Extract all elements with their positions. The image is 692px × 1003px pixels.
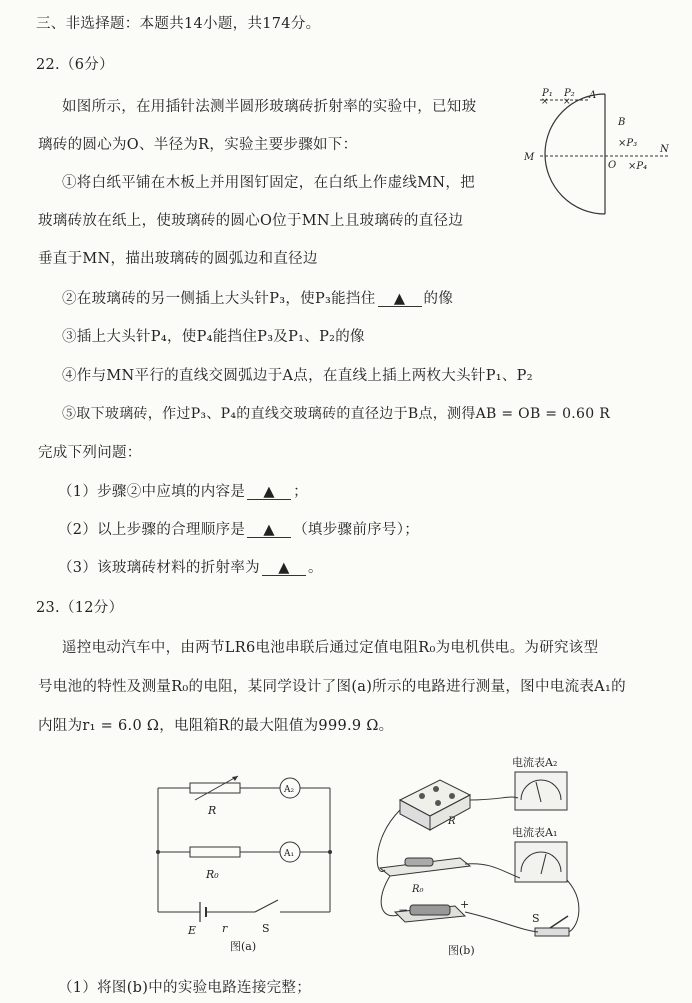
label-P4: ×P₄: [628, 161, 648, 172]
fig-a-label-R0: R₀: [206, 868, 219, 881]
q23-header: 23.（12分）: [36, 600, 124, 616]
q22-step4: ④作与MN平行的直线交圆弧边于A点，在直线上插上两枚大头针P₁、P₂: [62, 368, 533, 384]
q22-intro-line1: 如图所示，在用插针法测半圆形玻璃砖折射率的实验中，已知玻: [62, 99, 477, 115]
q22-step2-tail: 的像: [423, 291, 454, 307]
resistor-box-R0: [190, 847, 240, 857]
label-P1: P₁: [542, 88, 553, 99]
fig-b-label-R0: R₀: [412, 884, 424, 895]
wire: [470, 797, 518, 800]
fig-b-label-R: R: [448, 816, 456, 827]
variable-arrow: [195, 776, 238, 800]
switch-S: [255, 900, 278, 912]
switch-base: [535, 928, 569, 936]
dial-icon: [449, 793, 455, 799]
wire: [381, 876, 398, 916]
label-B: B: [618, 117, 626, 128]
section-title: 三、非选择题：本题共14小题，共174分。: [36, 16, 321, 32]
svg-text:×: ×: [563, 97, 571, 107]
fig-a-label-E: E: [188, 924, 197, 937]
apparatus-figure-b: [370, 740, 605, 962]
q23-para-line1: 遥控电动汽车中，由两节LR6电池串联后通过定值电阻R₀为电机供电。为研究该型: [62, 640, 599, 656]
q22-sub3: [58, 556, 323, 577]
q22-sub1-tail: ；: [293, 484, 308, 500]
wire: [567, 880, 579, 932]
fig-b-label-S: S: [532, 912, 540, 925]
circuit-diagram-a: [150, 770, 350, 960]
q22-intro-line2: 璃砖的圆心为O、半径为R，实验主要步骤如下：: [38, 137, 358, 153]
wire: [465, 864, 520, 878]
dial-icon: [435, 800, 441, 806]
q23-sub1: （1）将图(b)中的实验电路连接完整；: [58, 980, 312, 996]
ammeter-A1-device: [515, 842, 567, 882]
q22-sub2-tail: （填步骤前序号）；: [293, 522, 420, 538]
q22-sub3-text: （3）该玻璃砖材料的折射率为: [58, 560, 260, 576]
fig-a-label-R: R: [208, 804, 217, 817]
fig-b-label-meter-A2: 电流表A₂: [512, 756, 558, 769]
q22-step2-text: ②在玻璃砖的另一侧插上大头针P₃，使P₃能挡住: [62, 291, 376, 307]
q22-step1-line2: 玻璃砖放在纸上，使玻璃砖的圆心O位于MN上且玻璃砖的直径边: [38, 213, 464, 229]
q22-sub3-answer-blank[interactable]: ▲: [262, 561, 306, 576]
q22-sub1-text: （1）步骤②中应填的内容是: [58, 484, 246, 500]
battery-cells: [410, 905, 450, 915]
q22-sub1-answer-blank[interactable]: ▲: [247, 485, 291, 500]
fixed-resistor-R0: [405, 858, 433, 866]
resistor-box-R: [190, 783, 240, 793]
label-A: A: [589, 90, 597, 101]
q22-sub2-text: （2）以上步骤的合理顺序是: [58, 522, 246, 538]
q22-step2: [62, 287, 453, 308]
q22-step1-line1: ①将白纸平铺在木板上并用图钉固定，在白纸上作虚线MN，把: [62, 175, 475, 191]
fig-b-label-minus: −: [398, 903, 409, 917]
fig-b-label-meter-A1: 电流表A₁: [512, 826, 558, 839]
q22-sub2-answer-blank[interactable]: ▲: [247, 523, 291, 538]
q22-header: 22.（6分）: [36, 57, 114, 73]
wire: [377, 810, 400, 872]
dial-icon: [419, 793, 425, 799]
q22-sub2: [58, 518, 419, 539]
label-M: M: [524, 152, 535, 163]
q22-step3: ③插上大头针P₄，使P₄能挡住P₃及P₁、P₂的像: [62, 329, 365, 345]
q23-para-line2: 号电池的特性及测量R₀的电阻，某同学设计了图(a)所示的电路进行测量，图中电流表A₁的: [38, 679, 626, 695]
fig-b-label-plus: +: [460, 898, 470, 911]
fig-b-caption: 图(b): [448, 944, 475, 957]
wire: [465, 912, 538, 932]
q22-tasks-label: 完成下列问题：: [38, 445, 142, 461]
svg-text:×: ×: [541, 97, 549, 107]
switch-lever: [550, 916, 568, 928]
label-N: N: [660, 144, 669, 155]
fig-a-label-A2: A₂: [284, 785, 295, 795]
glass-block-figure: [510, 84, 680, 224]
label-P3: ×P₃: [618, 138, 638, 149]
q22-sub3-tail: 。: [307, 560, 323, 576]
fig-a-label-A1: A₁: [284, 849, 295, 859]
dial-icon: [433, 786, 439, 792]
q22-step2-answer-blank[interactable]: ▲: [378, 292, 422, 307]
q22-sub1: [58, 480, 308, 501]
label-P2: P₂: [564, 88, 575, 99]
fig-a-label-S: S: [262, 922, 270, 935]
q22-step5: ⑤取下玻璃砖，作过P₃、P₄的直线交玻璃砖的直径边于B点，测得AB = OB = 0.60 R: [62, 406, 611, 422]
fig-a-caption: 图(a): [230, 940, 257, 953]
fig-a-label-r: r: [222, 922, 228, 935]
q22-step1-line3: 垂直于MN，描出玻璃砖的圆弧边和直径边: [38, 251, 318, 267]
glass-semicircle-arc: [545, 94, 605, 214]
label-O: O: [608, 160, 617, 171]
q23-para-line3: 内阻为r₁ = 6.0 Ω，电阻箱R的最大阻值为999.9 Ω。: [38, 718, 394, 734]
